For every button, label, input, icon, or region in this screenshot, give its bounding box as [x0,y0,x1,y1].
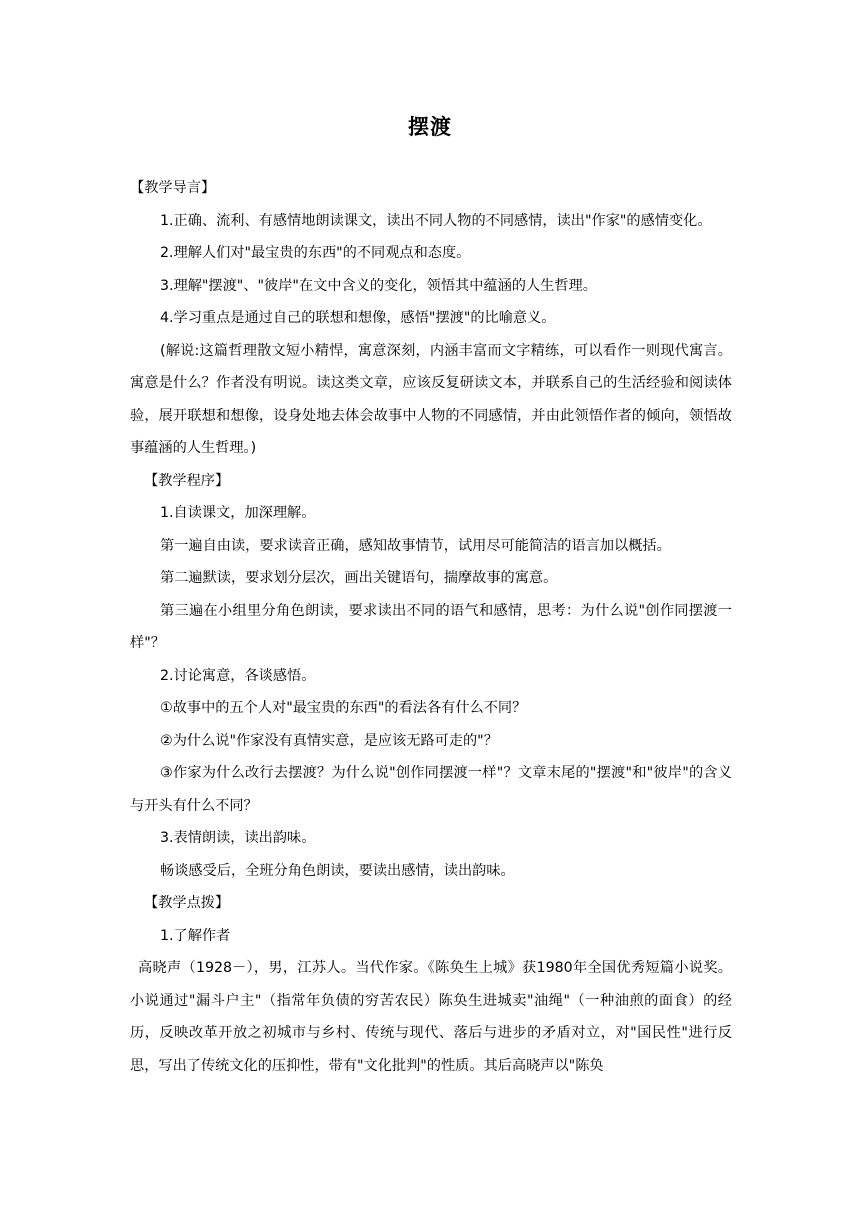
paragraph: 【教学导言】 [130,180,216,196]
paragraph: 3.表情朗读，读出韵味。 [160,830,316,846]
paragraph: 【教学程序】 [144,472,230,489]
paragraph: 1.了解作者 [160,927,231,944]
paragraph: ③作家为什么改行去摆渡？为什么说"创作同摆渡一样"？文章末尾的"摆渡"和"彼岸"的含义与开头有什么不同？ [130,765,732,814]
paragraph: 1.正确、流利、有感情地朗读课文，读出不同人物的不同感情，读出"作家"的感情变化。 [160,212,712,229]
paragraph: 第三遍在小组里分角色朗读，要求读出不同的语气和感情，思考：为什么说"创作同摆渡一样"？ [130,602,732,651]
paragraph: 【教学点拨】 [144,895,230,911]
document-title: 摆渡 [408,115,452,139]
paragraph: 畅谈感受后，全班分角色朗读，要读出感情，读出韵味。 [160,862,515,879]
document-body [130,172,732,1082]
paragraph: 第二遍默读，要求划分层次，画出关键语句，揣摩故事的寓意。 [160,570,558,586]
paragraph: 2.理解人们对"最宝贵的东西"的不同观点和态度。 [160,245,471,261]
paragraph: ①故事中的五个人对"最宝贵的东西"的看法各有什么不同？ [160,700,527,716]
paragraph: 1.自读课文，加深理解。 [160,505,316,521]
paragraph: 2.讨论寓意，各谈感悟。 [160,667,316,684]
paragraph: ②为什么说"作家没有真情实意，是应该无路可走的"？ [160,732,498,749]
paragraph: 4.学习重点是通过自己的联想和想像，感悟"摆渡"的比喻意义。 [160,310,556,326]
paragraph: 第一遍自由读，要求读音正确，感知故事情节，试用尽可能简洁的语言加以概括。 [160,537,671,554]
paragraph: 3.理解"摆渡"、"彼岸"在文中含义的变化，领悟其中蕴涵的人生哲理。 [160,277,597,294]
paragraph: (解说:这篇哲理散文短小精悍，寓意深刻，内涵丰富而文字精练，可以看作一则现代寓言。寓意是什么？作者没有明说。读这类文章，应该反复研读文本，并联系自己的生活经验和阅读体验，展开联想和想像，设身处地去体会故事中人物的不同感情，并由此领悟作者的倾向，领悟故事蕴涵的人生哲理。) [130,342,732,456]
paragraph: 高晓声（1928－），男，江苏人。当代作家。《陈奂生上城》获1980年全国优秀短篇小说奖。小说通过"漏斗户主"（指常年负债的穷苦农民）陈奂生进城卖"油绳"（一种油煎的面食）的经历，反映改革开放之初城市与乡村、传统与现代、落后与进步的矛盾对立，对"国民性"进行反思，写出了传统文化的压抑性，带有"文化批判"的性质。其后高晓声以"陈奂 [130,960,732,1074]
